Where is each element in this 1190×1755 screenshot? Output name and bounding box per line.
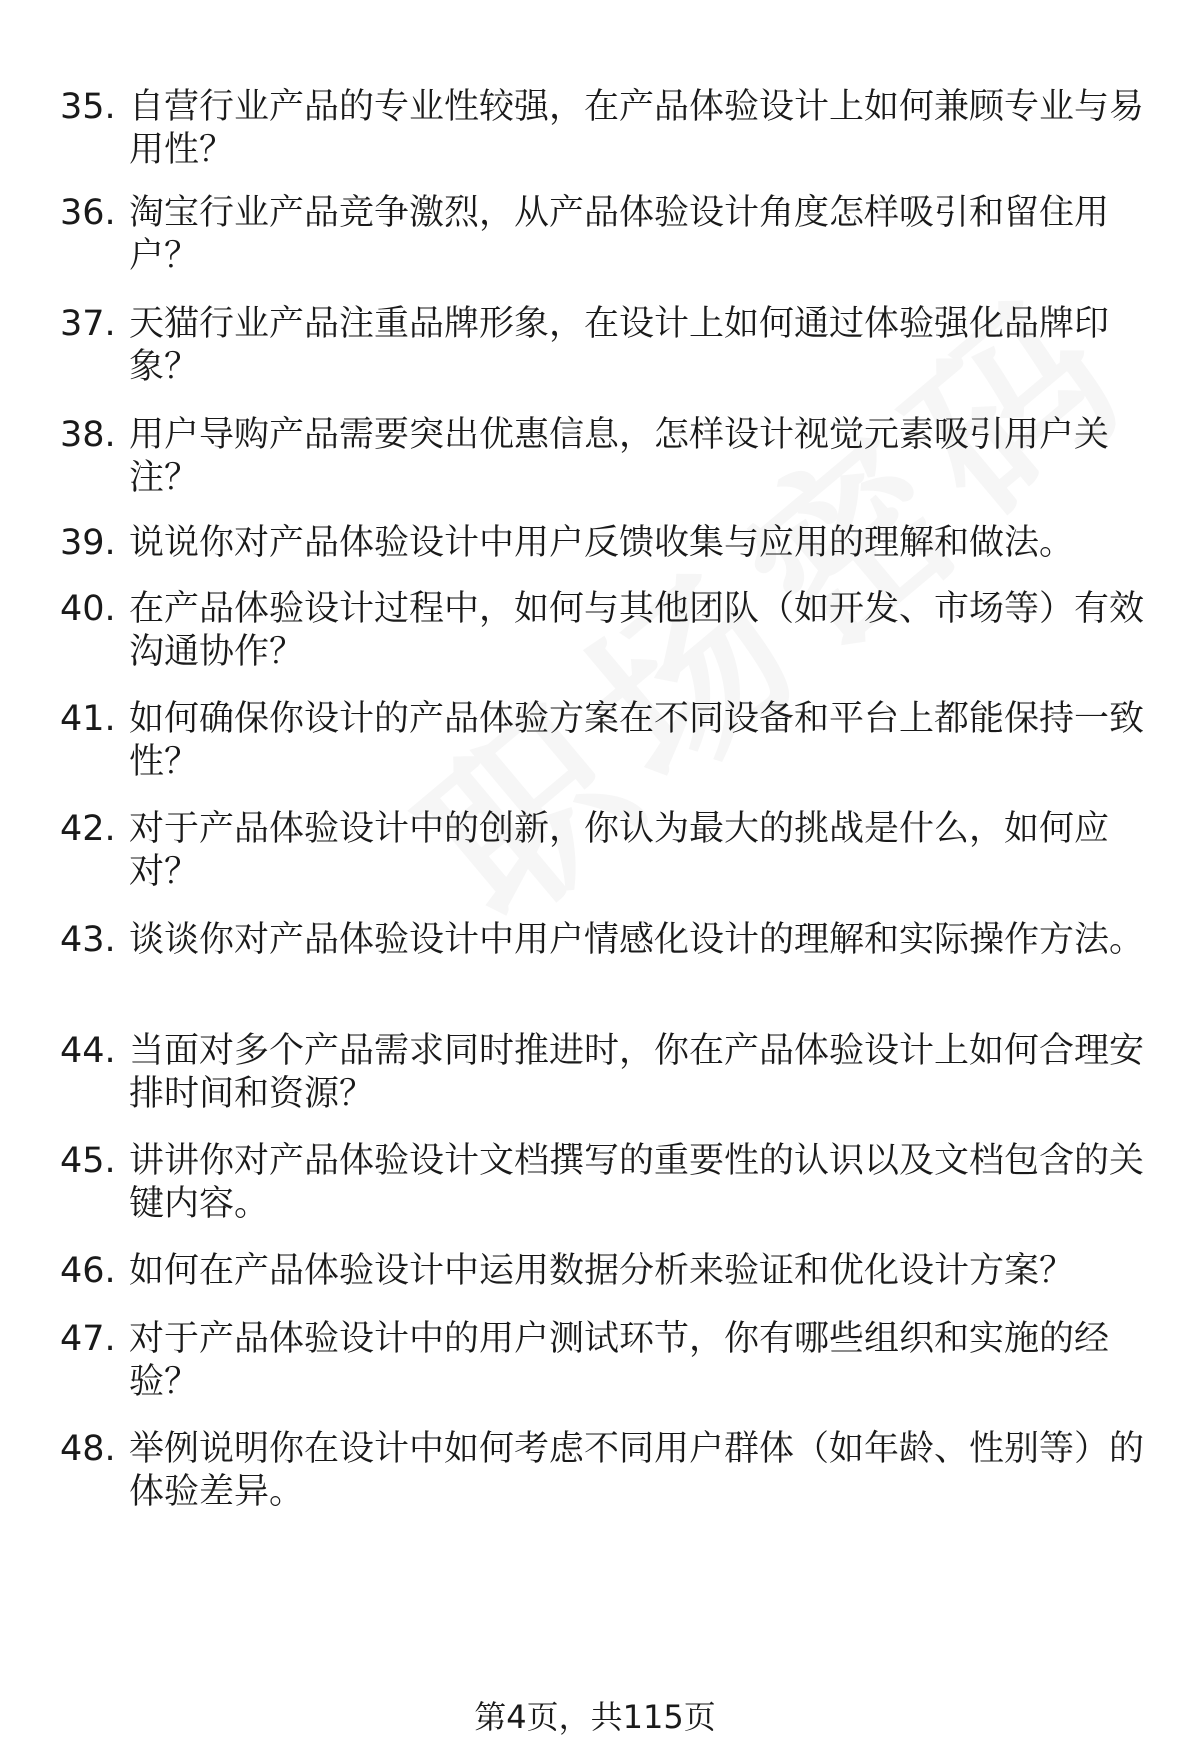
list-item (60, 1318, 1150, 1404)
list-item (60, 698, 1150, 784)
question-text: 说说你对产品体验设计中用户反馈收集与应用的理解和做法。 (129, 523, 1075, 563)
list-item (60, 1140, 1150, 1226)
list-item (60, 414, 1150, 500)
list-item (60, 1030, 1150, 1116)
question-number: 48. (60, 1429, 116, 1469)
question-number: 46. (60, 1251, 116, 1291)
question-number: 47. (60, 1319, 116, 1359)
question-number: 42. (60, 809, 116, 849)
question-number: 41. (60, 699, 116, 739)
list-item (60, 588, 1150, 674)
question-text: 讲讲你对产品体验设计文档撰写的重要性的认识以及文档包含的关键内容。 (129, 1141, 1145, 1224)
list-item (60, 192, 1150, 278)
question-number: 39. (60, 523, 116, 563)
question-number: 35. (60, 87, 116, 127)
list-item (60, 86, 1150, 172)
question-number: 45. (60, 1141, 116, 1181)
list-item (60, 522, 1150, 565)
question-text: 对于产品体验设计中的用户测试环节，你有哪些组织和实施的经验？ (129, 1319, 1110, 1402)
question-text: 如何在产品体验设计中运用数据分析来验证和优化设计方案？ (129, 1251, 1075, 1291)
question-text: 自营行业产品的专业性较强，在产品体验设计上如何兼顾专业与易用性？ (129, 87, 1145, 170)
question-text: 如何确保你设计的产品体验方案在不同设备和平台上都能保持一致性？ (129, 699, 1145, 782)
list-item (60, 1428, 1150, 1514)
page-number-footer: 第4页，共115页 (474, 1698, 716, 1736)
question-number: 40. (60, 589, 116, 629)
list-item (60, 808, 1150, 894)
question-text: 在产品体验设计过程中，如何与其他团队（如开发、市场等）有效沟通协作？ (129, 589, 1145, 672)
question-number: 36. (60, 193, 116, 233)
question-text: 举例说明你在设计中如何考虑不同用户群体（如年龄、性别等）的体验差异。 (129, 1429, 1145, 1512)
question-number: 38. (60, 415, 116, 455)
question-text: 谈谈你对产品体验设计中用户情感化设计的理解和实际操作方法。 (129, 920, 1145, 960)
question-text: 对于产品体验设计中的创新，你认为最大的挑战是什么，如何应对？ (129, 809, 1110, 892)
question-text: 用户导购产品需要突出优惠信息，怎样设计视觉元素吸引用户关注？ (129, 415, 1110, 498)
question-number: 37. (60, 304, 116, 344)
question-text: 天猫行业产品注重品牌形象，在设计上如何通过体验强化品牌印象？ (129, 304, 1110, 387)
question-text: 淘宝行业产品竞争激烈，从产品体验设计角度怎样吸引和留住用户？ (129, 193, 1110, 276)
list-item (60, 303, 1150, 389)
list-item (60, 919, 1150, 962)
question-text: 当面对多个产品需求同时推进时，你在产品体验设计上如何合理安排时间和资源？ (129, 1031, 1145, 1114)
question-number: 44. (60, 1031, 116, 1071)
list-item (60, 1250, 1150, 1293)
question-number: 43. (60, 920, 116, 960)
